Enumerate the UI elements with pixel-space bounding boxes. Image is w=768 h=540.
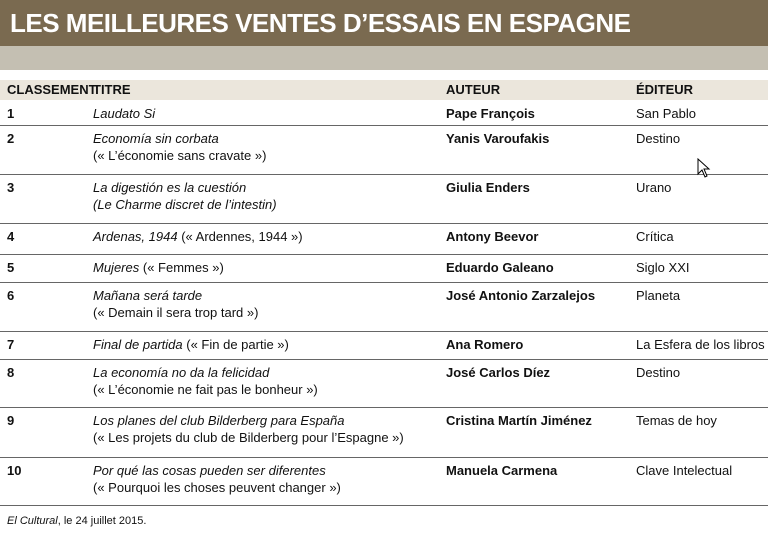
title-spanish: Ardenas, 1944 — [93, 229, 178, 244]
header-band — [0, 46, 768, 70]
publisher-cell: Destino — [636, 365, 681, 380]
publisher-cell: La Esfera de los libros — [636, 337, 765, 352]
title-cell — [93, 179, 438, 213]
author-cell: Giulia Enders — [446, 180, 530, 195]
table-row — [0, 126, 768, 175]
author-cell: Yanis Varoufakis — [446, 131, 550, 146]
title-spanish: Los planes del club Bilderberg para España — [93, 413, 345, 428]
column-header-publisher: ÉDITEUR — [636, 82, 694, 97]
title-french: (« L’économie sans cravate ») — [93, 148, 267, 163]
rank-cell: 9 — [7, 413, 15, 428]
title-spanish: Mujeres — [93, 260, 140, 275]
source-publication: El Cultural — [7, 515, 58, 527]
title-spanish: La digestión es la cuestión — [93, 180, 247, 195]
title-spanish: La economía no da la felicidad — [93, 365, 270, 380]
author-cell: Pape François — [446, 106, 535, 121]
rank-cell: 6 — [7, 288, 15, 303]
title-spanish: Laudato Si — [93, 106, 156, 121]
column-header-rank: CLASSEMENT — [7, 82, 97, 97]
title-cell — [93, 462, 438, 496]
title-cell — [93, 412, 438, 446]
mouse-cursor-icon — [697, 158, 711, 178]
title-french: (« Les projets du club de Bilderberg pour l’Espagne ») — [93, 430, 404, 445]
title-french: (« Femmes ») — [142, 260, 224, 275]
source-date: , le 24 juillet 2015. — [57, 515, 147, 527]
title-cell — [93, 105, 438, 122]
rank-cell: 4 — [7, 229, 15, 244]
title-spanish: Economía sin corbata — [93, 131, 219, 146]
table-row — [0, 332, 768, 360]
author-cell: Antony Beevor — [446, 229, 539, 244]
title-cell — [93, 336, 438, 353]
column-header-title: TITRE — [93, 82, 131, 97]
publisher-cell: Clave Intelectual — [636, 463, 733, 478]
table-row — [0, 224, 768, 255]
column-header-author: AUTEUR — [446, 82, 501, 97]
title-cell — [93, 130, 438, 164]
table-row — [0, 175, 768, 224]
rank-cell: 2 — [7, 131, 15, 146]
table-row — [0, 101, 768, 126]
publisher-cell: Crítica — [636, 229, 674, 244]
author-cell: Cristina Martín Jiménez — [446, 413, 592, 428]
author-cell: José Carlos Díez — [446, 365, 551, 380]
title-french: (« Ardennes, 1944 ») — [181, 229, 303, 244]
title-spanish: Mañana será tarde — [93, 288, 203, 303]
rank-cell: 3 — [7, 180, 15, 195]
title-french: (« Pourquoi les choses peuvent changer ») — [93, 480, 341, 495]
rank-cell: 1 — [7, 106, 15, 121]
author-cell: Manuela Carmena — [446, 463, 558, 478]
rank-cell: 10 — [7, 463, 22, 478]
author-cell: Ana Romero — [446, 337, 524, 352]
title-cell — [93, 259, 438, 276]
title-spanish: Final de partida — [93, 337, 183, 352]
rank-cell: 7 — [7, 337, 15, 352]
title-french: (« Fin de partie ») — [186, 337, 289, 352]
publisher-cell: Urano — [636, 180, 672, 195]
table-row — [0, 408, 768, 458]
title-spanish: Por qué las cosas pueden ser diferentes — [93, 463, 326, 478]
table-row — [0, 255, 768, 283]
rank-cell: 5 — [7, 260, 15, 275]
title-cell — [93, 287, 438, 321]
title-cell — [93, 364, 438, 398]
author-cell: José Antonio Zarzalejos — [446, 288, 596, 303]
author-cell: Eduardo Galeano — [446, 260, 554, 275]
publisher-cell: Planeta — [636, 288, 681, 303]
publisher-cell: San Pablo — [636, 106, 696, 121]
title-french: (« Demain il sera trop tard ») — [93, 305, 259, 320]
table-header — [0, 80, 768, 100]
table-row — [0, 458, 768, 506]
table-row — [0, 283, 768, 332]
publisher-cell: Siglo XXI — [636, 260, 690, 275]
title-french: (Le Charme discret de l’intestin) — [93, 197, 277, 212]
title-french: (« L’économie ne fait pas le bonheur ») — [93, 382, 318, 397]
title-cell — [93, 228, 438, 245]
publisher-cell: Destino — [636, 131, 681, 146]
source-note — [7, 515, 146, 527]
rank-cell: 8 — [7, 365, 15, 380]
publisher-cell: Temas de hoy — [636, 413, 717, 428]
page-title: LES MEILLEURES VENTES D’ESSAIS EN ESPAGNE — [0, 0, 768, 46]
table-row — [0, 360, 768, 408]
